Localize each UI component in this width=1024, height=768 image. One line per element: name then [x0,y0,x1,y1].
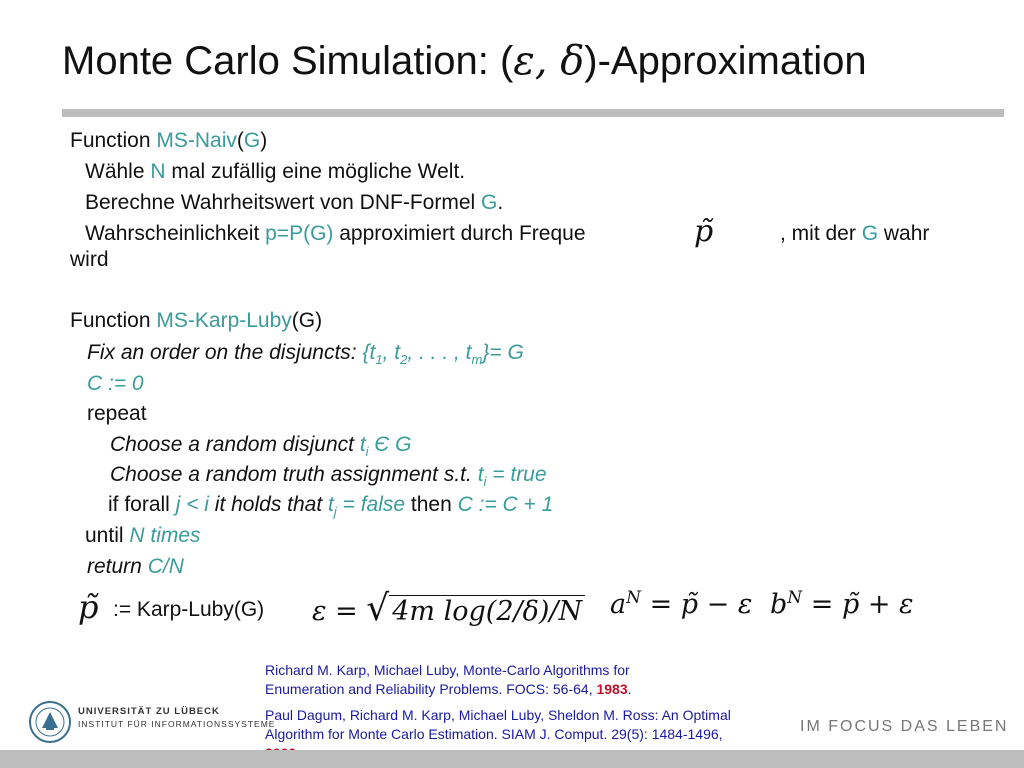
karp-choose-assignment: Choose a random truth assignment s.t. $t_i$ = true [110,463,547,490]
formula-a-n: $a^N$ = p̃ − ε [610,588,753,620]
reference-dagum: Paul Dagum, Richard M. Karp, Michael Luby, Sheldon M. Ross: An Optimal Algorithm for Monte Carlo Estimation. SIAM J. Comput. 29(5): 1484-1496, [265,707,731,742]
naiv-step-approx: Wahrscheinlichkeit p=P(G) approximiert durch Freque [85,222,586,245]
naiv-step-compute: Berechne Wahrheitswert von DNF-Formel G. [85,191,504,214]
karp-until: until N times [85,524,201,547]
karp-if-forall: if forall j < i it holds that $t_j$ = false then C := C + 1 [108,493,554,520]
naiv-step-approx-wrap: wird [70,248,109,271]
title-divider [62,109,1004,117]
university-seal-icon [28,700,72,744]
bottom-bar [0,750,1024,768]
karp-choose-disjunct: Choose a random disjunct $t_i$ Є G [110,433,412,460]
formula-assign: := Karp-Luby(G) [113,598,265,621]
footer-slogan: IM FOCUS DAS LEBEN [800,718,1009,735]
karp-repeat: repeat [87,402,147,425]
slide-title: Monte Carlo Simulation: (ε, δ)-Approximation [62,38,867,84]
karp-return: return C/N [87,555,184,578]
reference-karp-luby: Richard M. Karp, Michael Luby, Monte-Carlo Algorithms for Enumeration and Reliability Problems. FOCS: 56-64, 1983. [265,662,632,697]
university-name: UNIVERSITÄT ZU LÜBECK INSTITUT FÜR INFORMATIONSSYSTEME [78,706,276,729]
sqrt-expression: √ 4m log(2/δ)/N [366,588,585,629]
naiv-function-line: Function MS-Naiv(G) [70,129,268,152]
formula-epsilon: ε = √ 4m log(2/δ)/N [312,588,585,629]
karp-function-line: Function MS-Karp-Luby(G) [70,309,323,332]
karp-fix-order: Fix an order on the disjuncts: {$t_1$, $t_2$, . . . , $t_m\}= G$ [87,341,524,368]
naiv-p-tilde: p̃ [694,214,763,249]
formula-b-n: $b^N$ = p̃ + ε [770,588,914,620]
naiv-step-approx-end: , mit der G wahr [780,222,930,245]
naiv-step-choose: Wähle N mal zufällig eine mögliche Welt. [85,160,466,183]
karp-c-init: C := 0 [87,372,144,395]
formula-p-tilde: p̃ [78,588,99,626]
